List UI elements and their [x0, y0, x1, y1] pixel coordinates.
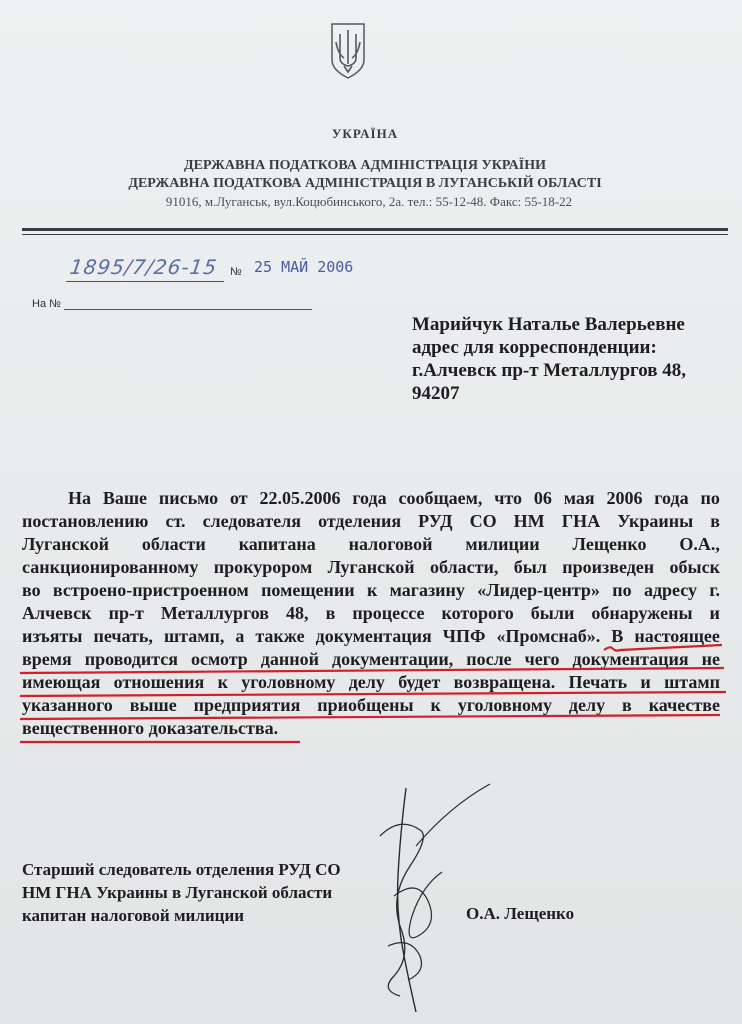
signer-name: О.А. Лещенко	[466, 904, 575, 923]
red-underline	[20, 715, 720, 719]
header-country: УКРАЇНА	[331, 126, 399, 141]
signer-title-line1: Старший следователь отделения РУД СО	[22, 860, 341, 879]
signer-title-block	[22, 858, 341, 927]
body-line: Алчевск пр-т Металлургов 48, в процессе которого были обнаружены и	[22, 603, 720, 623]
signer-title-line2: НМ ГНА Украины в Луганской области	[22, 883, 333, 902]
header-address: 91016, м.Луганськ, вул.Коцюбинського, 2а. тел.: 55-12-48. Факс: 55-18-22	[165, 194, 573, 209]
addressee-street: г.Алчевск пр-т Металлургов 48,	[412, 360, 686, 381]
body-line: время проводится осмотр данной документации, после чего документация не	[22, 649, 720, 669]
body-line: указанного выше предприятия приобщены к уголовному делу в качестве	[22, 695, 720, 715]
header-org-line1: ДЕРЖАВНА ПОДАТКОВА АДМІНІСТРАЦІЯ УКРАЇНИ	[183, 158, 547, 173]
body-line: санкционированному прокурором Луганской области, был произведен обыск	[22, 557, 720, 577]
red-underline	[604, 645, 722, 651]
addressee-label: адрес для корреспонденции:	[412, 337, 657, 358]
header-org-line2: ДЕРЖАВНА ПОДАТКОВА АДМІНІСТРАЦІЯ В ЛУГАНСЬКІЙ ОБЛАСТІ	[128, 176, 602, 191]
body-line: во встроено-пристроенном помещении к магазину «Лидер-центр» по адресу г.	[22, 580, 720, 600]
red-underline	[20, 668, 724, 673]
body-line: постановлению ст. следователя отделения РУД СО НМ ГНА Украины в	[22, 511, 720, 531]
addressee-name: Марийчук Наталье Валерьевне	[412, 314, 685, 335]
body-line: Луганской области капитана налоговой милиции Лещенко О.А.,	[22, 534, 720, 554]
reg-no-label: №	[230, 266, 242, 278]
body-line: На Ваше письмо от 22.05.2006 года сообщаем, что 06 мая 2006 года по	[68, 488, 720, 508]
body-line: вещественного доказательства.	[22, 718, 279, 738]
handwritten-signature	[360, 776, 520, 1016]
date-stamp: 25 МАЙ 2006	[254, 258, 354, 276]
addressee-postcode: 94207	[412, 383, 460, 404]
red-underline	[20, 692, 726, 696]
ref-label: На №	[32, 298, 61, 310]
body-line: имеющая отношения к уголовному делу будет возвращена. Печать и штамп	[22, 672, 720, 692]
handwritten-reg-number: 1895/7/26-15	[68, 255, 219, 279]
signer-title-line3: капитан налоговой милиции	[22, 906, 245, 925]
body-line: изъяты печать, штамп, а также документация ЧПФ «Промснаб». В настоящее	[22, 626, 720, 646]
